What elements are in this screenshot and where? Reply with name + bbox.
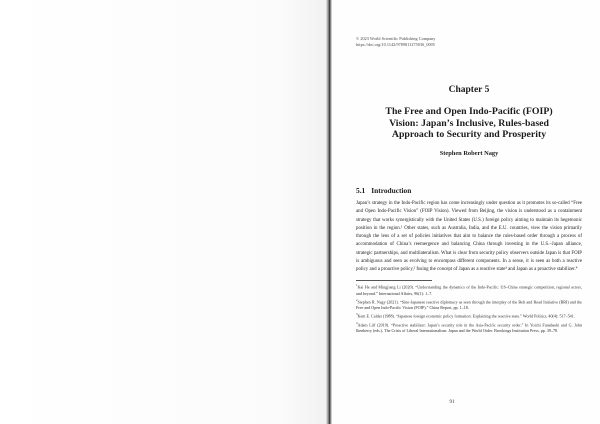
footnote	[356, 311, 582, 319]
page-content	[356, 36, 582, 334]
footnote-text: Kai He and Mingjiang Li (2020). “Understanding the dynamics of the Indo-Pacific: US–China strategic competition, regional actors, and beyond.” International Affairs, 96(1): 1–7.	[356, 284, 582, 296]
footnote-mark: 2	[356, 297, 358, 302]
chapter-title-line: Approach to Security and Prosperity	[391, 129, 547, 141]
page-number: 91	[449, 400, 455, 405]
section-number: 5.1	[356, 185, 366, 195]
chapter-title-line: Vision: Japan’s Inclusive, Rules-based	[389, 117, 549, 129]
footnote	[356, 320, 582, 335]
footnotes	[356, 282, 582, 334]
footnote-text: Kent E. Calder (1988). “Japanese foreign economic policy formation: Explaining the reactive state.” World Politics, 40(4): 517–541.	[357, 313, 575, 319]
footnote-text: Adam Liff (2019). “Proactive stabilizer: Japan’s security role in the Asia-Pacific security order.” In Yoichi Funabashi and G. John Ikenberry (eds.), The Crisis of Liberal Internationalism: Japan and the World Order. Brookings Institution Press, pp. 39–78.	[356, 322, 582, 334]
footnote	[356, 282, 582, 297]
body-paragraph: Japan’s strategy in the Indo-Pacific region has come increasingly under question as it promotes its so-called “Free and Open Indo-Pacific Vision” (FOIP Vision). Viewed from Beijing, the vision is understood as a containment strategy that works synergistically with the United States (U.S.) foreign policy aiming to maintain its hegemonic position in the region.¹ Other states, such as Australia, India, and the E.U. countries, view the vision primarily through the lens of a set of policies initiatives that aim to balance the rules-based order through a process of accommodation of China’s reemergence and balancing China through investing in the U.S.–Japan alliance, strategic partnerships, and multilateralism. What is clear from security policy observers outside Japan is that FOIP is ambiguous and seen as evolving to encompass different components. In a sense, it is seen as both a reactive policy and a proactive policy,² fusing the concept of Japan as a reactive state³ and Japan as a proactive stabilizer.⁴	[356, 200, 582, 273]
footnote-mark: 3	[356, 312, 358, 317]
doi-link[interactable]: https://doi.org/10.1142/9789811275036_0005	[356, 41, 435, 47]
footnote-mark: 1	[356, 283, 358, 288]
footnote-mark: 4	[356, 320, 358, 325]
footnote	[356, 297, 582, 312]
author-name: Stephen Robert Nagy	[439, 149, 499, 157]
copyright-notice: © 2023 World Scientific Publishing Company	[356, 36, 436, 41]
chapter-label: Chapter 5	[448, 85, 490, 96]
footnote-divider	[356, 280, 432, 281]
chapter-title-line: The Free and Open Indo-Pacific (FOIP)	[385, 106, 553, 118]
section-title: Introduction	[371, 185, 412, 195]
chapter-title	[356, 106, 582, 141]
footnote-text: Stephen R. Nagy (2021). “Sino-Japanese reactive diplomacy as seen through the interplay of the Belt and Road Initiative (BRI) and the Free and Open Indo-Pacific Vision (FOIP).” China Report, pp. 1–18.	[356, 299, 582, 311]
section-heading	[356, 186, 582, 195]
